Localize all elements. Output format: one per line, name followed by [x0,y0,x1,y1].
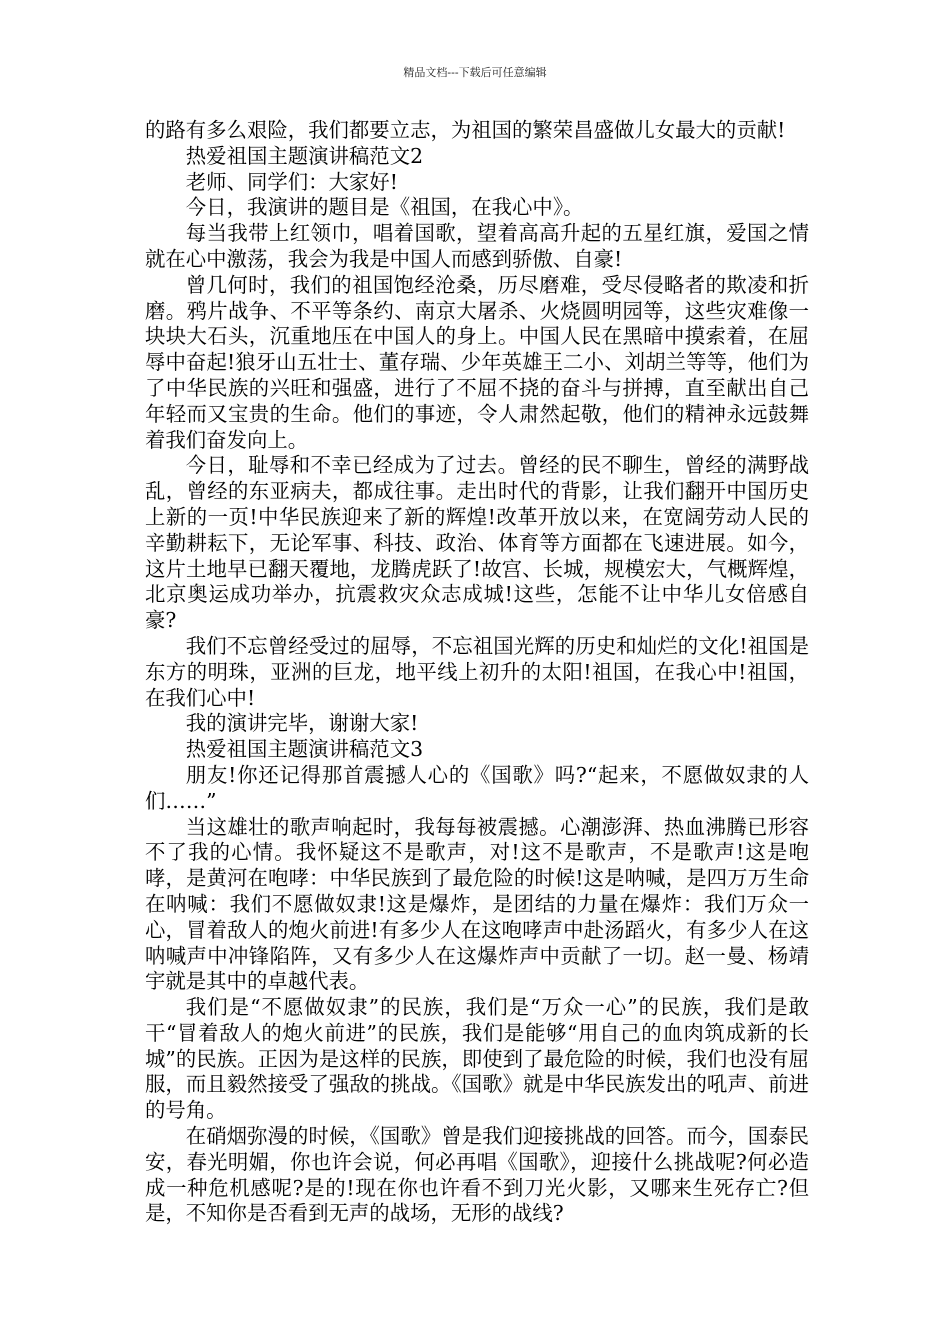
paragraph: 在硝烟弥漫的时候，《国歌》曾是我们迎接挑战的回答。而今，国泰民安，春光明媚，你也许会说，何必再唱《国歌》，迎接什么挑战呢?何必造成一种危机感呢?是的!现在你也许看不到刀光火影，又哪来生死存亡?但是，不知你是否看到无声的战场，无形的战线? [145,1124,809,1226]
document-body [145,118,809,1227]
paragraph: 今日，耻辱和不幸已经成为了过去。曾经的民不聊生，曾经的满野战乱，曾经的东亚病夫，都成往事。走出时代的背影，让我们翻开中国历史上新的一页!中华民族迎来了新的辉煌!改革开放以来，在宽阔劳动人民的辛勤耕耘下，无论军事、科技、政治、体育等方面都在飞速进展。如今，这片土地早已翻天覆地，龙腾虎跃了!故宫、长城，规模宏大，气概辉煌，北京奥运成功举办，抗震救灾众志成城!这些，怎能不让中华儿女倍感自豪? [145,453,809,633]
paragraph: 曾几何时，我们的祖国饱经沧桑，历尽磨难，受尽侵略者的欺凌和折磨。鸦片战争、不平等条约、南京大屠杀、火烧圆明园等，这些灾难像一块块大石头，沉重地压在中国人的身上。中国人民在黑暗中摸索着，在屈辱中奋起!狼牙山五壮士、董存瑞、少年英雄王二小、刘胡兰等等，他们为了中华民族的兴旺和强盛，进行了不屈不挠的奋斗与拼搏，直至献出自己年轻而又宝贵的生命。他们的事迹，令人肃然起敬，他们的精神永远鼓舞着我们奋发向上。 [145,272,809,452]
paragraph: 朋友!你还记得那首震撼人心的《国歌》吗?“起来，不愿做奴隶的人们……” [145,762,809,813]
section-title: 热爱祖国主题演讲稿范文2 [185,143,424,168]
page-header: 精品文档---下载后可任意编辑 [403,66,547,79]
closing-line: 我的演讲完毕，谢谢大家! [185,711,419,736]
section-title: 热爱祖国主题演讲稿范文3 [185,737,424,762]
paragraph: 每当我带上红领巾，唱着国歌，望着高高升起的五星红旗，爱国之情就在心中激荡，我会为我是中国人而感到骄傲、自豪! [145,221,809,271]
paragraph: 当这雄壮的歌声响起时，我每每被震撼。心潮澎湃、热血沸腾已形容不了我的心情。我怀疑这不是歌声，对!这不是歌声，不是歌声!这是咆哮，是黄河在咆哮：中华民族到了最危险的时候!这是呐喊，是四万万生命在呐喊：我们不愿做奴隶!这是爆炸，是团结的力量在爆炸：我们万众一心，冒着敌人的炮火前进!有多少人在这咆哮声中赴汤蹈火，有多少人在这呐喊声中冲锋陷阵，又有多少人在这爆炸声中贡献了一切。赵一曼、杨靖宇就是其中的卓越代表。 [145,814,809,994]
paragraph: 我们是“不愿做奴隶”的民族，我们是“万众一心”的民族，我们是敢干“冒着敌人的炮火前进”的民族，我们是能够“用自己的血肉筑成新的长城”的民族。正因为是这样的民族，即使到了最危险的时候，我们也没有屈服，而且毅然接受了强敌的挑战。《国歌》就是中华民族发出的吼声、前进的号角。 [145,995,809,1123]
paragraph: 的路有多么艰险，我们都要立志，为祖国的繁荣昌盛做儿女最大的贡献! [145,118,786,142]
paragraph: 我们不忘曾经受过的屈辱，不忘祖国光辉的历史和灿烂的文化!祖国是东方的明珠，亚洲的巨龙，地平线上初升的太阳!祖国，在我心中!祖国，在我们心中! [145,633,809,710]
paragraph: 今日，我演讲的题目是《祖国，在我心中》。 [185,195,584,220]
greeting: 老师、同学们：大家好! [185,169,398,194]
